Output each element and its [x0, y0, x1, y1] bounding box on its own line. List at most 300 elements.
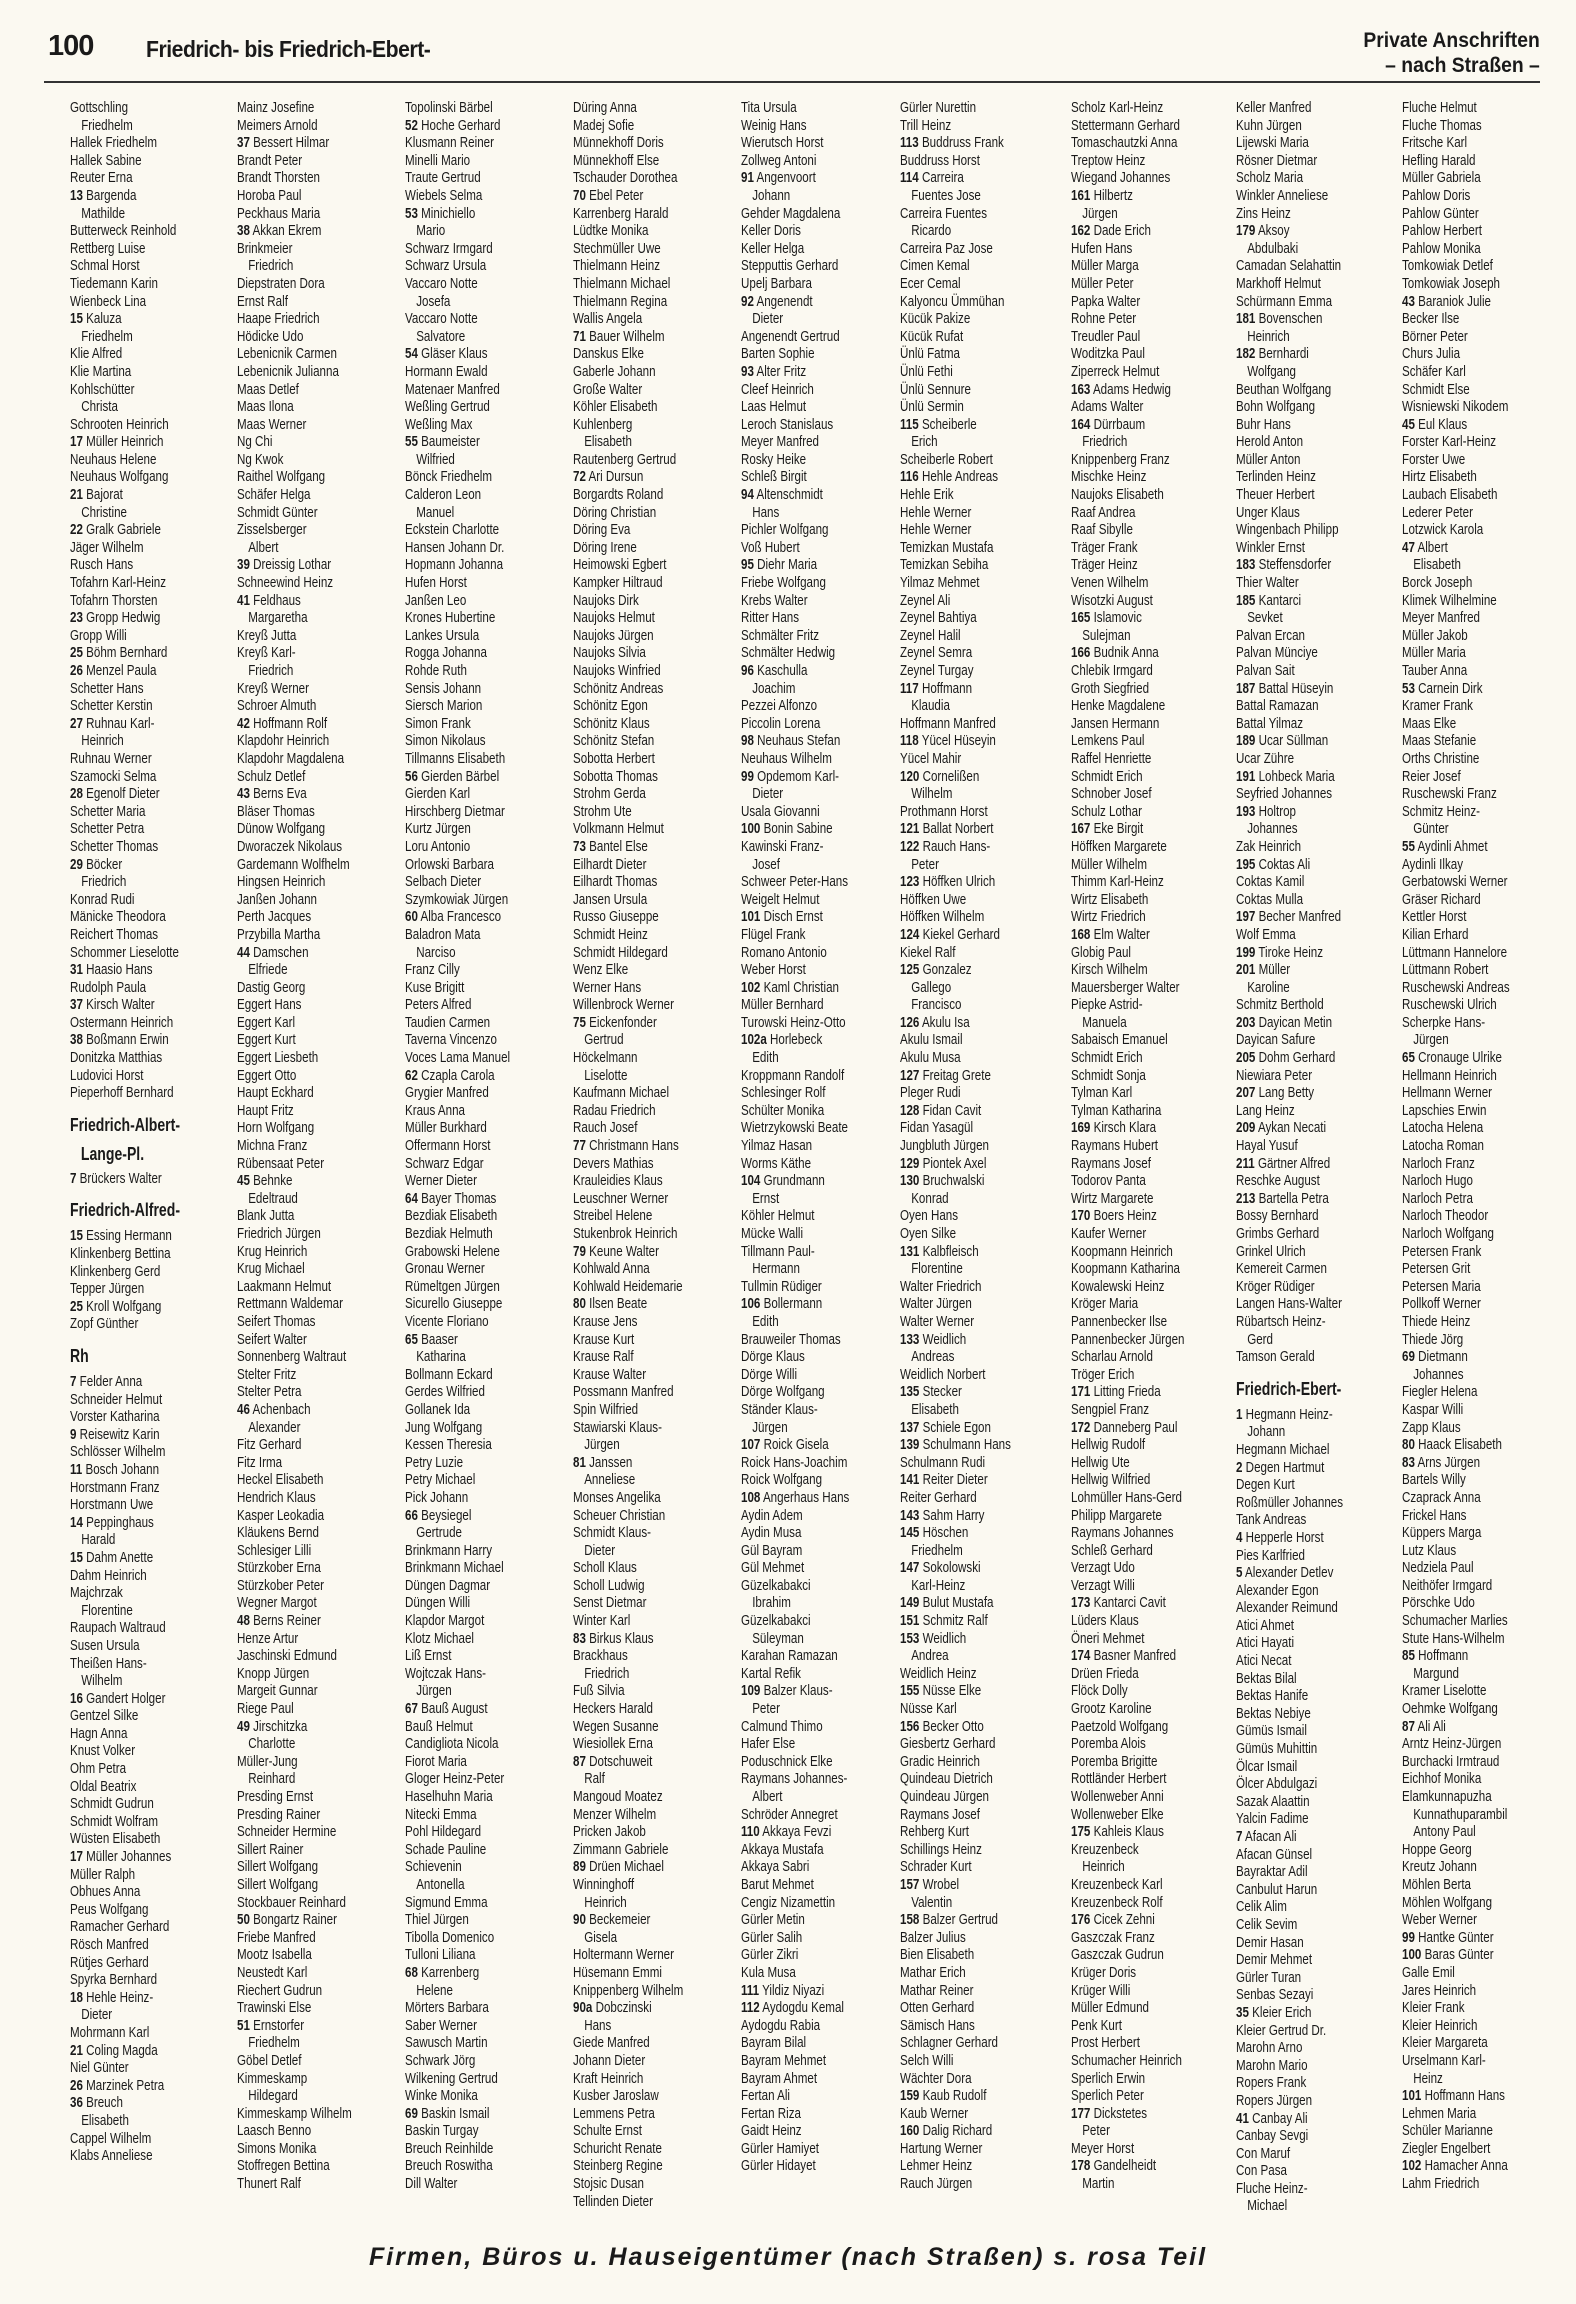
directory-entry: Höffken Uwe	[900, 891, 967, 908]
house-number: 38	[237, 223, 250, 240]
directory-entry: Winninghoff	[573, 1876, 635, 1893]
house-number: 174	[1071, 1648, 1091, 1665]
directory-entry: Gürler Turan	[1236, 1969, 1302, 1986]
directory-entry: 135 Stecker	[900, 1384, 962, 1401]
directory-entry: Schmitz Heinz-	[1402, 803, 1480, 820]
directory-entry: Küppers Marga	[1402, 1525, 1482, 1542]
directory-entry: Tylman Karl	[1071, 1085, 1133, 1102]
directory-entry: Kraus Anna	[405, 1102, 465, 1119]
directory-entry: Schülter Monika	[741, 1102, 825, 1119]
house-number: 158	[900, 1912, 920, 1929]
street-heading: Lange-Pl.	[80, 1143, 145, 1164]
directory-entry: 62 Czapla Carola	[405, 1067, 495, 1084]
house-number: 125	[900, 962, 920, 979]
directory-entry: Grootz Karoline	[1071, 1701, 1152, 1718]
directory-entry: Arntz Heinz-Jürgen	[1402, 1736, 1502, 1753]
directory-entry: Pleger Rudi	[900, 1085, 961, 1102]
house-number: 199	[1236, 944, 1256, 961]
directory-entry: Kleier Frank	[1402, 2000, 1465, 2017]
directory-entry: Kreuzenbeck Rolf	[1071, 1894, 1163, 1911]
directory-entry: Piccolin Lorena	[741, 715, 821, 732]
directory-entry: Zeynel Turgay	[900, 663, 974, 679]
directory-entry: Brackhaus	[573, 1648, 628, 1665]
directory-entry: Möhlen Berta	[1402, 1876, 1471, 1893]
directory-entry: 130 Bruchwalski	[900, 1173, 985, 1190]
directory-entry: Klotz Michael	[405, 1630, 474, 1647]
directory-entry: Lotzwick Karola	[1402, 522, 1484, 539]
house-number: 155	[900, 1683, 920, 1700]
house-number: 21	[70, 2042, 83, 2059]
directory-entry: Wiesiollek Erna	[573, 1736, 653, 1753]
street-heading: Rh	[70, 1346, 89, 1366]
directory-entry: Mörters Barbara	[405, 2000, 489, 2017]
house-number: 26	[70, 2077, 83, 2094]
directory-entry: Hellwig Wilfried	[1071, 1472, 1151, 1489]
directory-entry: Kirsch Wilhelm	[1071, 962, 1148, 979]
directory-entry: Eggert Hans	[237, 997, 302, 1014]
directory-entry: Horstmann Uwe	[70, 1497, 154, 1514]
directory-entry: Klabs Anneliese	[70, 2148, 153, 2165]
directory-entry: Fritsche Karl	[1402, 135, 1468, 152]
house-number: 4	[1236, 1529, 1243, 1546]
directory-entry: Fiorot Maria	[405, 1753, 467, 1770]
directory-entry: Theißen Hans-	[70, 1655, 147, 1672]
directory-entry: Horoba Paul	[237, 187, 302, 204]
house-number: 124	[900, 926, 920, 943]
directory-entry: Maas Stefanie	[1402, 733, 1477, 750]
house-number: 56	[405, 768, 418, 785]
house-number: 185	[1236, 592, 1256, 609]
directory-entry: Akulu Musa	[900, 1050, 961, 1067]
entry-continuation: Ricardo	[911, 223, 952, 240]
directory-entry: Hufen Horst	[405, 575, 467, 592]
house-number: 183	[1236, 557, 1256, 574]
directory-entry: 162 Dade Erich	[1071, 223, 1151, 240]
directory-entry: Russo Giuseppe	[573, 909, 659, 926]
entry-continuation: Wilhelm	[911, 786, 953, 803]
entry-continuation: Gallego	[911, 979, 952, 996]
directory-entry: Stockbauer Reinhard	[237, 1894, 346, 1911]
directory-entry: 15 Dahm Anette	[70, 1549, 154, 1566]
directory-entry: Zapp Klaus	[1402, 1419, 1461, 1436]
directory-entry: Ng Kwok	[237, 451, 284, 468]
directory-entry: Seifert Walter	[237, 1331, 307, 1348]
directory-entry: 35 Kleier Erich	[1236, 2004, 1312, 2021]
directory-entry: 108 Angerhaus Hans	[741, 1489, 850, 1506]
directory-entry: Hayal Yusuf	[1236, 1138, 1298, 1155]
directory-entry: Lüttmann Robert	[1402, 962, 1489, 979]
directory-entry: Göbel Detlef	[237, 2052, 302, 2069]
entry-continuation: Reinhard	[248, 1771, 296, 1788]
directory-entry: 29 Böcker	[70, 856, 123, 873]
house-number: 52	[405, 117, 418, 134]
directory-entry: Forster Uwe	[1402, 451, 1466, 468]
directory-entry: Mathar Erich	[900, 1964, 966, 1981]
house-number: 9	[70, 1426, 77, 1443]
house-number: 147	[900, 1560, 920, 1577]
directory-entry: Schetter Petra	[70, 821, 145, 838]
entry-continuation: Elfriede	[248, 962, 288, 979]
house-number: 115	[900, 416, 919, 433]
directory-column-2	[237, 100, 397, 2230]
directory-entry: Ziegler Engelbert	[1402, 2140, 1491, 2157]
house-number: 95	[741, 557, 754, 574]
directory-entry: Schetter Hans	[70, 680, 144, 697]
directory-entry: Schleß Gerhard	[1071, 1542, 1153, 1559]
directory-entry: Sazak Alaattin	[1236, 1793, 1310, 1810]
directory-entry: 87 Ali Ali	[1402, 1718, 1446, 1735]
house-number: 96	[741, 663, 754, 679]
directory-entry: Schneider Helmut	[70, 1391, 163, 1408]
directory-entry: Rauch Josef	[573, 1120, 638, 1137]
entry-continuation: Friedhelm	[248, 2035, 300, 2052]
directory-entry: Schmidt Wolfram	[70, 1813, 159, 1830]
directory-entry: Hingsen Heinrich	[237, 874, 326, 891]
entry-continuation: Heinz	[1413, 2070, 1443, 2087]
entry-continuation: Liselotte	[584, 1067, 628, 1084]
directory-entry: Riege Paul	[237, 1701, 294, 1718]
directory-entry: Weber Horst	[741, 962, 806, 979]
directory-entry: 99 Opdemom Karl-	[741, 768, 840, 785]
directory-entry: Pohl Hildegard	[405, 1824, 482, 1841]
entry-continuation: Elisabeth	[1413, 557, 1461, 574]
directory-entry: Lüttmann Hannelore	[1402, 944, 1508, 961]
directory-entry: Con Pasa	[1236, 2163, 1287, 2180]
directory-entry: Gürler Salih	[741, 1929, 803, 1946]
directory-entry: Ng Chi	[237, 434, 273, 451]
directory-entry: Mainz Josefine	[237, 100, 315, 116]
house-number: 77	[573, 1138, 586, 1155]
house-number: 141	[900, 1472, 920, 1489]
directory-entry: Schulmann Rudi	[900, 1454, 986, 1471]
directory-entry: Thimm Karl-Heinz	[1071, 874, 1164, 891]
directory-entry: 115 Scheiberle	[900, 416, 977, 433]
directory-entry: Krause Walter	[573, 1366, 647, 1383]
directory-entry: Lankes Ursula	[405, 627, 480, 644]
directory-entry: 100 Bonin Sabine	[741, 821, 833, 838]
directory-entry: Wollenweber Elke	[1071, 1806, 1164, 1823]
directory-entry: Czaprack Anna	[1402, 1489, 1481, 1506]
directory-entry: Raymans Josef	[900, 1806, 980, 1823]
directory-entry: Rösner Dietmar	[1236, 152, 1318, 169]
directory-entry: 126 Akulu Isa	[900, 1014, 970, 1031]
directory-entry: Michna Franz	[237, 1138, 308, 1155]
directory-entry: 155 Nüsse Elke	[900, 1683, 982, 1700]
directory-entry: Atici Necat	[1236, 1653, 1292, 1670]
directory-entry: Walter Jürgen	[900, 1296, 972, 1313]
directory-entry: Hallek Friedhelm	[70, 135, 158, 152]
house-number: 160	[900, 2123, 920, 2140]
house-number: 123	[900, 874, 920, 891]
directory-entry: Hödicke Udo	[237, 328, 304, 345]
house-number: 159	[900, 2088, 920, 2105]
directory-entry: Kaspar Willi	[1402, 1401, 1464, 1418]
directory-entry: Gürler Metin	[741, 1912, 805, 1929]
directory-entry: Pahlow Herbert	[1402, 223, 1482, 240]
house-number: 50	[237, 1912, 250, 1929]
directory-entry: 193 Holtrop	[1236, 803, 1296, 820]
house-number: 153	[900, 1630, 920, 1647]
directory-entry: 131 Kalbfleisch	[900, 1243, 979, 1260]
directory-entry: Thielmann Regina	[573, 293, 668, 310]
directory-entry: Ständer Klaus-	[741, 1401, 818, 1418]
house-number: 205	[1236, 1050, 1256, 1067]
directory-entry: Devers Mathias	[573, 1155, 654, 1172]
house-number: 164	[1071, 416, 1091, 433]
house-number: 129	[900, 1155, 920, 1172]
directory-entry: Coktas Mulla	[1236, 891, 1304, 908]
directory-entry: Schwarz Ursula	[405, 258, 487, 275]
house-number: 137	[900, 1419, 920, 1436]
directory-entry: Atici Ahmet	[1236, 1617, 1295, 1634]
directory-entry: Tepper Jürgen	[70, 1281, 145, 1298]
directory-entry: Schönitz Egon	[573, 698, 648, 715]
directory-entry: Kessen Theresia	[405, 1437, 492, 1454]
directory-entry: 83 Arns Jürgen	[1402, 1454, 1481, 1471]
entry-continuation: Florentine	[911, 1261, 963, 1278]
house-number: 5	[1236, 1565, 1243, 1582]
directory-entry: 5 Alexander Detlev	[1236, 1565, 1334, 1582]
directory-entry: Müller Jakob	[1402, 627, 1468, 644]
directory-entry: Horn Wolfgang	[237, 1120, 315, 1137]
directory-entry: Leuschner Werner	[573, 1190, 669, 1207]
directory-entry: 102 Hamacher Anna	[1402, 2158, 1508, 2175]
directory-entry: Brandt Thorsten	[237, 170, 320, 187]
directory-entry: Ölcar Ismail	[1236, 1758, 1298, 1775]
entry-continuation: Jürgen	[1413, 1032, 1449, 1049]
directory-entry: 111 Yildiz Niyazi	[741, 1982, 825, 1999]
directory-entry: Stawiarski Klaus-	[573, 1419, 662, 1436]
house-number: 51	[237, 2017, 250, 2034]
directory-entry: Weßling Max	[405, 416, 473, 433]
directory-entry: Heckers Harald	[573, 1701, 653, 1718]
entry-continuation: Salvatore	[416, 328, 466, 345]
directory-entry: Hufen Hans	[1071, 240, 1133, 257]
directory-entry: Pichler Wolfgang	[741, 522, 829, 539]
directory-entry: Balzer Julius	[900, 1929, 966, 1946]
house-number: 17	[70, 434, 83, 451]
directory-entry: Temizkan Sebiha	[900, 557, 989, 574]
house-number: 72	[573, 469, 586, 486]
entry-continuation: Elisabeth	[81, 2112, 129, 2129]
house-number: 177	[1071, 2105, 1091, 2122]
directory-entry: Galle Emil	[1402, 1964, 1455, 1981]
directory-entry: Düngen Dagmar	[405, 1577, 491, 1594]
directory-entry: Franz Cilly	[405, 962, 460, 979]
directory-entry: 54 Gläser Klaus	[405, 346, 488, 363]
directory-entry: Kuhlenberg	[573, 416, 633, 433]
directory-entry: Rohne Peter	[1071, 311, 1137, 328]
directory-entry: 80 Haack Elisabeth	[1402, 1437, 1502, 1454]
directory-entry: Burchacki Irmtraud	[1402, 1753, 1500, 1770]
directory-entry: Döring Irene	[573, 539, 637, 556]
directory-entry: 128 Fidan Cavit	[900, 1102, 982, 1119]
directory-entry: Dayican Safure	[1236, 1032, 1316, 1049]
directory-entry: Vorster Katharina	[70, 1409, 160, 1426]
directory-entry: 157 Wrobel	[900, 1876, 960, 1893]
directory-entry: Bayraktar Adil	[1236, 1864, 1308, 1881]
directory-entry: 23 Gropp Hedwig	[70, 610, 161, 627]
directory-entry: Kläukens Bernd	[237, 1525, 319, 1542]
directory-entry: Simons Monika	[237, 2140, 317, 2157]
directory-entry: Grinkel Ulrich	[1236, 1243, 1306, 1260]
directory-entry: Gloger Heinz-Peter	[405, 1771, 505, 1788]
entry-continuation: Karoline	[1247, 979, 1290, 996]
directory-entry: Krüger Willi	[1071, 1982, 1131, 1999]
directory-entry: Usala Giovanni	[741, 803, 820, 820]
entry-continuation: Johannes	[1247, 821, 1298, 838]
directory-entry: Gümüs Muhittin	[1236, 1741, 1318, 1758]
directory-entry: Klapdohr Magdalena	[237, 750, 345, 767]
directory-entry: Pannenbecker Jürgen	[1071, 1331, 1185, 1348]
directory-entry: Walter Werner	[900, 1313, 975, 1330]
directory-entry: Bien Elisabeth	[900, 1947, 975, 1964]
house-number: 83	[573, 1630, 586, 1647]
directory-entry: 53 Minichiello	[405, 205, 476, 222]
house-number: 42	[237, 715, 250, 732]
directory-entry: 95 Diehr Maria	[741, 557, 818, 574]
directory-entry: Heimowski Egbert	[573, 557, 667, 574]
directory-entry: Reichert Thomas	[70, 926, 159, 943]
directory-entry: Zak Heinrich	[1236, 838, 1302, 855]
directory-entry: Gaidt Heinz	[741, 2123, 802, 2140]
house-number: 92	[741, 293, 754, 310]
directory-entry: Danskus Elke	[573, 346, 644, 363]
directory-entry: 168 Elm Walter	[1071, 926, 1150, 943]
directory-entry: Steinberg Regine	[573, 2158, 663, 2175]
directory-entry: Rosky Heike	[741, 451, 807, 468]
directory-entry: Hoppe Georg	[1402, 1841, 1472, 1858]
directory-entry: 201 Müller	[1236, 962, 1291, 979]
directory-entry: Köhler Elisabeth	[573, 399, 658, 416]
entry-continuation: Ibrahim	[752, 1595, 791, 1612]
directory-entry: Eilhardt Thomas	[573, 874, 658, 891]
directory-entry: Roßmüller Johannes	[1236, 1494, 1344, 1511]
directory-entry: Thiede Jörg	[1402, 1331, 1464, 1348]
directory-entry: Degen Kurt	[1236, 1477, 1295, 1494]
directory-entry: 16 Gandert Holger	[70, 1690, 166, 1707]
directory-entry: Sigmund Emma	[405, 1894, 488, 1911]
directory-entry: Raithel Wolfgang	[237, 469, 326, 486]
directory-entry: Kuse Brigitt	[405, 979, 465, 996]
directory-entry: Dill Walter	[405, 2176, 458, 2193]
directory-entry: 127 Freitag Grete	[900, 1067, 991, 1084]
directory-entry: 213 Bartella Petra	[1236, 1190, 1329, 1207]
directory-entry: Voß Hubert	[741, 539, 800, 556]
directory-entry: Bektas Hanife	[1236, 1688, 1309, 1705]
street-heading: Friedrich-Ebert-	[1236, 1378, 1342, 1399]
entry-continuation: Joachim	[752, 680, 796, 697]
directory-entry: Tulloni Liliana	[405, 1947, 476, 1964]
directory-entry: Rogga Johanna	[405, 645, 487, 662]
directory-entry: Battal Yilmaz	[1236, 715, 1304, 732]
directory-entry: Scheuer Christian	[573, 1507, 666, 1524]
directory-entry: Kimmeskamp	[237, 2070, 308, 2087]
directory-entry: Tofahrn Karl-Heinz	[70, 575, 167, 592]
directory-entry: Bläser Thomas	[237, 803, 315, 820]
directory-entry: 139 Schulmann Hans	[900, 1437, 1011, 1454]
directory-entry: 7 Felder Anna	[70, 1374, 143, 1390]
directory-entry: 2 Degen Hartmut	[1236, 1459, 1325, 1476]
directory-entry: 145 Höschen	[900, 1525, 969, 1542]
entry-continuation: Josefa	[416, 293, 451, 310]
directory-entry: Koopmann Heinrich	[1071, 1243, 1173, 1260]
directory-entry: Ünlü Fatma	[900, 346, 960, 363]
directory-entry: 116 Hehle Andreas	[900, 469, 999, 486]
directory-entry: Canbay Sevgi	[1236, 2128, 1309, 2145]
house-number: 90a	[573, 2000, 593, 2017]
directory-entry: 46 Achenbach	[237, 1401, 311, 1418]
directory-entry: Tillmanns Elisabeth	[405, 750, 506, 767]
house-number: 21	[70, 487, 83, 504]
directory-entry: Stettermann Gerhard	[1071, 117, 1180, 134]
directory-entry: Wächter Dora	[900, 2070, 972, 2087]
house-number: 169	[1071, 1120, 1091, 1137]
house-number: 16	[70, 1690, 83, 1707]
directory-entry: 15 Essing Hermann	[70, 1228, 172, 1245]
directory-entry: 182 Bernhardi	[1236, 346, 1309, 363]
directory-entry: Ostermann Heinrich	[70, 1014, 174, 1031]
directory-entry: Aydinli Ilkay	[1402, 856, 1464, 873]
directory-entry: Mischke Heinz	[1071, 469, 1147, 486]
directory-entry: Meyer Manfred	[1402, 610, 1481, 627]
directory-entry: Groth Siegfried	[1071, 680, 1150, 697]
directory-entry: Ruschewski Franz	[1402, 786, 1497, 803]
directory-entry: 114 Carreira	[900, 170, 964, 187]
directory-entry: Nedziela Paul	[1402, 1560, 1474, 1577]
directory-entry: Kreyß Karl-	[237, 645, 296, 662]
directory-entry: Müller Marga	[1071, 258, 1139, 275]
house-number: 93	[741, 363, 754, 380]
directory-entry: 25 Kroll Wolfgang	[70, 1298, 162, 1315]
directory-entry: 7 Afacan Ali	[1236, 1829, 1297, 1845]
directory-entry: Minelli Mario	[405, 152, 471, 169]
directory-entry: Sperlich Erwin	[1071, 2070, 1146, 2087]
directory-entry: Zeynel Halil	[900, 627, 961, 644]
directory-entry: Papka Walter	[1071, 293, 1141, 310]
house-number: 112	[741, 2000, 760, 2017]
directory-entry: Bayram Ahmet	[741, 2070, 818, 2087]
house-number: 207	[1236, 1085, 1256, 1102]
directory-entry: Haape Friedrich	[237, 311, 320, 328]
directory-entry: Bektas Nebiye	[1236, 1705, 1311, 1722]
directory-entry: Kartal Refik	[741, 1665, 801, 1682]
entry-continuation: Sulejman	[1082, 627, 1131, 644]
directory-entry: Taverna Vincenzo	[405, 1032, 498, 1049]
directory-entry: Baladron Mata	[405, 926, 481, 943]
directory-entry: Carreira Fuentes	[900, 205, 988, 222]
directory-entry: Kimmeskamp Wilhelm	[237, 2105, 352, 2122]
footer-note: Firmen, Büros u. Hauseigentümer (nach Straßen) s. rosa Teil	[368, 2243, 1208, 2271]
directory-entry: Kampker Hiltraud	[573, 575, 663, 592]
entry-continuation: Friedrich	[248, 258, 294, 275]
directory-entry: Tofahrn Thorsten	[70, 592, 158, 609]
directory-entry: Schleß Birgit	[741, 469, 807, 486]
directory-entry: Rübartsch Heinz-	[1236, 1313, 1326, 1330]
entry-continuation: Günter	[1413, 821, 1449, 838]
directory-entry: Hehle Werner	[900, 504, 972, 521]
directory-entry: Sillert Wolfgang	[237, 1859, 319, 1876]
entry-continuation: Dieter	[584, 1542, 616, 1559]
directory-entry: Margeit Gunnar	[237, 1683, 318, 1700]
directory-entry: Petersen Frank	[1402, 1243, 1482, 1260]
directory-entry: Gollanek Ida	[405, 1401, 471, 1418]
directory-entry: Borck Joseph	[1402, 575, 1473, 592]
entry-continuation: Süleyman	[752, 1630, 804, 1647]
directory-entry: Dörge Wolfgang	[741, 1384, 825, 1401]
directory-entry: 118 Yücel Hüseyin	[900, 733, 996, 750]
directory-column-7	[1071, 100, 1231, 2230]
